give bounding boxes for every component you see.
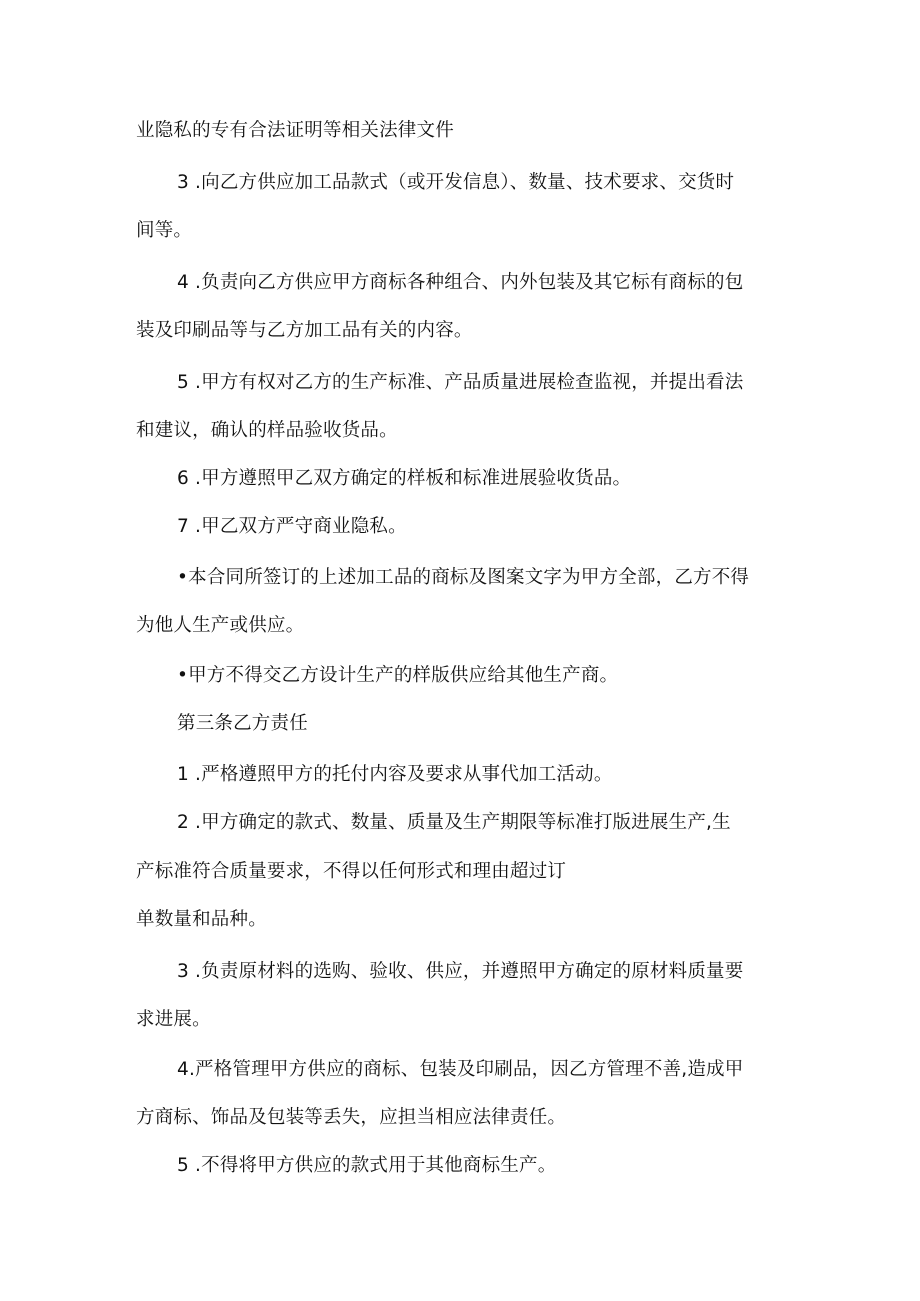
text-line: 和建议，确认的样品验收货品。: [136, 420, 398, 441]
text-line: 求进展。: [136, 1009, 211, 1030]
text-line: 4 .负责向乙方供应甲方商标各种组合、内外包装及其它标有商标的包: [177, 272, 744, 293]
text-line: 为他人生产或供应。: [136, 615, 305, 636]
text-line: 4.严格管理甲方供应的商标、包装及印刷品，因乙方管理不善,造成甲: [177, 1059, 744, 1080]
text-line: 3 .负责原材料的选购、验收、供应，并遵照甲方确定的原材料质量要: [177, 961, 744, 982]
text-line: 业隐私的专有合法证明等相关法律文件: [136, 120, 454, 141]
text-line: 2 .甲方确定的款式、数量、质量及生产期限等标准打版进展生产,生: [177, 812, 731, 833]
text-line: 5 .不得将甲方供应的款式用于其他商标生产。: [177, 1155, 557, 1176]
text-line: 方商标、饰品及包装等丢失，应担当相应法律责任。: [136, 1107, 567, 1128]
text-line: 3 .向乙方供应加工品款式（或开发信息）、数量、技术要求、交货时: [177, 172, 735, 193]
text-line: 间等。: [136, 220, 193, 241]
text-line: 7 .甲乙双方严守商业隐私。: [177, 516, 407, 537]
text-line: 装及印刷品等与乙方加工品有关的内容。: [136, 320, 473, 341]
section-heading: 第三条乙方责任: [177, 713, 308, 734]
text-line: •本合同所签订的上述加工品的商标及图案文字为甲方全部，乙方不得: [177, 567, 750, 588]
text-line: 单数量和品种。: [136, 909, 267, 930]
text-line: 5 .甲方有权对乙方的生产标准、产品质量进展检查监视，并提出看法: [177, 372, 744, 393]
text-line: 产标准符合质量要求，不得以任何形式和理由超过订: [136, 861, 567, 882]
text-line: •甲方不得交乙方设计生产的样版供应给其他生产商。: [177, 665, 619, 686]
text-line: 1 .严格遵照甲方的托付内容及要求从事代加工活动。: [177, 764, 613, 785]
text-line: 6 .甲方遵照甲乙双方确定的样板和标准进展验收货品。: [177, 468, 632, 489]
